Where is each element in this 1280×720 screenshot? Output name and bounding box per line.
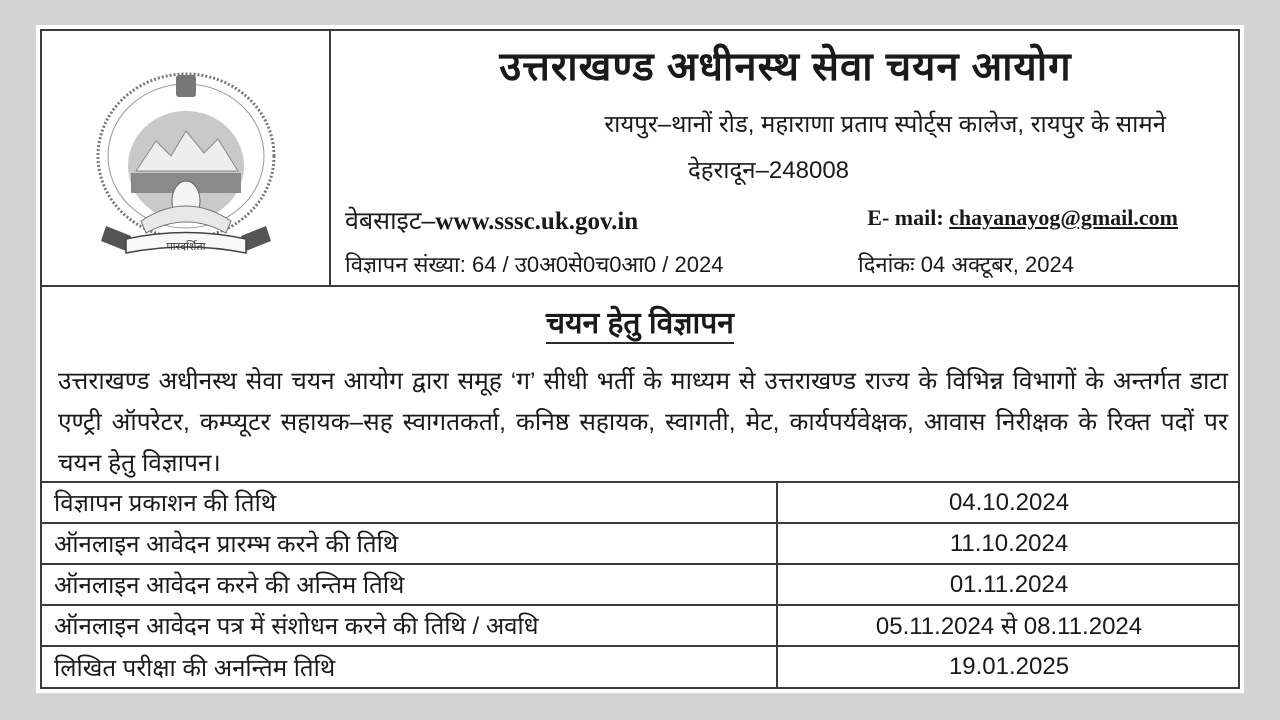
email-line: [867, 205, 1178, 231]
notice-paper: [36, 25, 1244, 693]
advertisement-date: दिनांकः 04 अक्टूबर, 2024: [858, 252, 1074, 277]
date-value: 11.10.2024: [777, 523, 1240, 564]
date-label: ऑनलाइन आवेदन पत्र में संशोधन करने की तिथि / अवधि: [40, 605, 777, 646]
org-title: उत्तराखण्ड अधीनस्थ सेवा चयन आयोग: [499, 45, 1072, 89]
website-line: [345, 203, 638, 237]
date-value: 19.01.2025: [777, 646, 1240, 687]
letterhead: [42, 31, 1238, 287]
email-label: E- mail:: [867, 205, 950, 230]
email-link[interactable]: chayanayog@gmail.com: [949, 205, 1178, 230]
table-row: [40, 646, 1240, 687]
advertisement-number: विज्ञापन संख्या: 64 / उ0अ0से0च0आ0 / 2024: [345, 252, 724, 277]
website-label: वेबसाइट–: [345, 207, 436, 235]
letterhead-text: [333, 31, 1238, 285]
table-row: [40, 523, 1240, 564]
logo-cell: [42, 31, 331, 285]
date-label: ऑनलाइन आवेदन प्रारम्भ करने की तिथि: [40, 523, 777, 564]
important-dates-table: [40, 481, 1240, 687]
date-label: ऑनलाइन आवेदन करने की अन्तिम तिथि: [40, 564, 777, 605]
date-label: लिखित परीक्षा की अनन्तिम तिथि: [40, 646, 777, 687]
svg-text:पारदर्शिता: पारदर्शिता: [166, 241, 206, 253]
address: रायपुर–थानों रोड, महाराणा प्रताप स्पोर्ट्स कालेज, रायपुर के सामने: [604, 111, 1166, 138]
website-link[interactable]: www.sssc.uk.gov.in: [435, 208, 639, 235]
table-row: [40, 605, 1240, 646]
date-value: 01.11.2024: [777, 564, 1240, 605]
table-row: [40, 564, 1240, 605]
date-label: विज्ञापन प्रकाशन की तिथि: [40, 482, 777, 523]
date-value: 05.11.2024 से 08.11.2024: [777, 605, 1240, 646]
intro-paragraph: उत्तराखण्ड अधीनस्थ सेवा चयन आयोग द्वारा समूह ‘ग’ सीधी भर्ती के माध्यम से उत्तराखण्ड राज्य के विभिन्न विभागों के अन्तर्गत डाटा एण्ट्री ऑपरेटर, कम्प्यूटर सहायक–सह स्वागतकर्ता, कनिष्ठ सहायक, स्वागती, मेट, कार्यपर्यवेक्षक, आवास निरीक्षक के रिक्त पदों पर चयन हेतु विज्ञापन।: [58, 368, 1228, 477]
date-value: 04.10.2024: [777, 482, 1240, 523]
table-row: [40, 482, 1240, 523]
emblem-seal-icon: [86, 61, 286, 261]
notice-frame: [40, 29, 1240, 689]
section-title: चयन हेतु विज्ञापन: [42, 301, 1238, 342]
city-pincode: देहरादून–248008: [688, 157, 850, 184]
